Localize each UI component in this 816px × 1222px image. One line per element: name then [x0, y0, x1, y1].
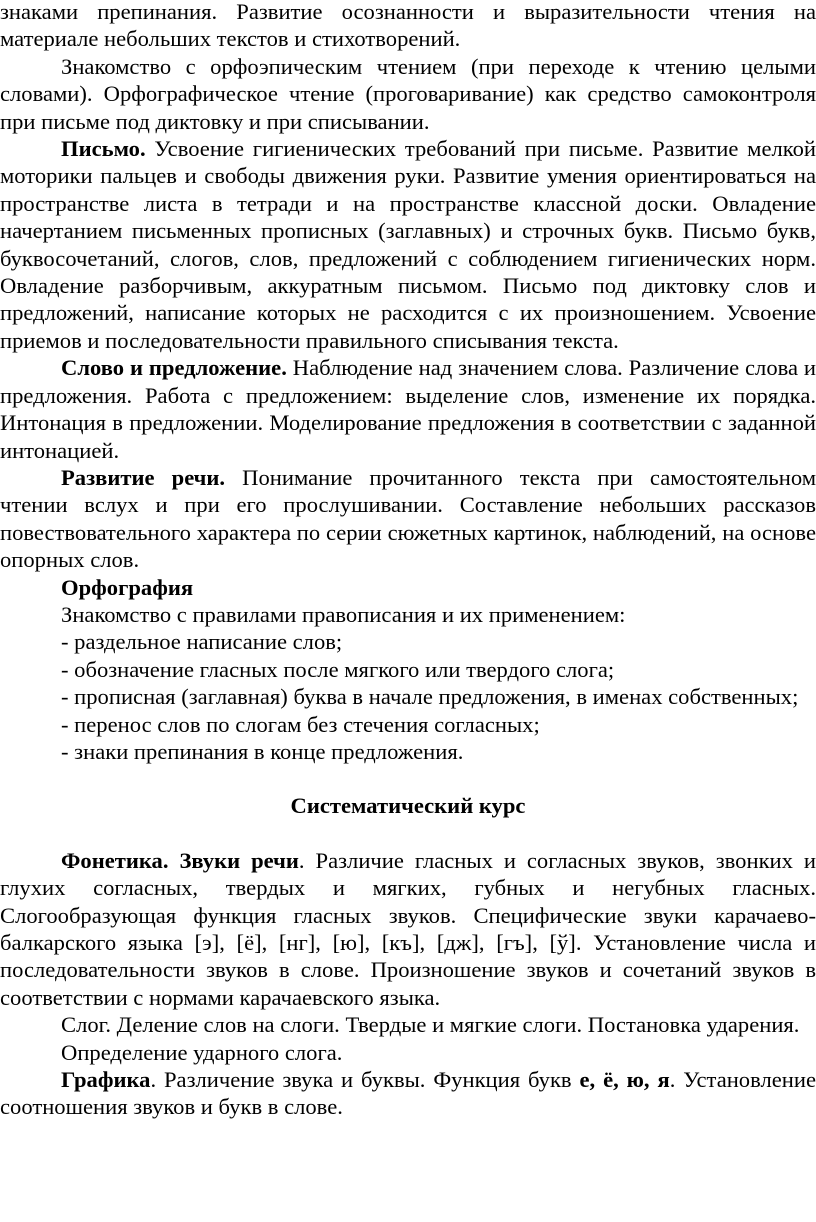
speech-text: Понимание прочитанного текста при самостоятельном чтении вслух и при его прослушивании. Составление небольших рассказов повествовательного характера по серии сюжетных картинок, наблюдений, на основе опорных слов. — [0, 464, 816, 573]
graphics-heading: Графика — [61, 1067, 151, 1093]
paragraph-word-and-sentence — [0, 354, 816, 464]
paragraph-orthoepic-reading: Знакомство с орфоэпическим чтением (при переходе к чтению целыми словами). Орфографическое чтение (проговаривание) как средство самоконтроля при письме под диктовку и при списывании. — [0, 53, 816, 134]
paragraph-graphics — [0, 1066, 816, 1121]
phonetics-heading: Фонетика. Звуки речи — [61, 847, 299, 873]
writing-text: Усвоение гигиенических требований при письме. Развитие мелкой моторики пальцев и свободы движения руки. Развитие умения ориентироваться на пространстве листа в тетради и на пространстве классной доски. Овладение начертанием письменных прописных (заглавных) и строчных букв. Письмо букв, буквосочетаний, слогов, слов, предложений с соблюдением гигиенических норм. Овладение разборчивым, аккуратным письмом. Письмо под диктовку слов и предложений, написание которых не расходится с их произношением. Усвоение приемов и последовательности правильного списывания текста. — [0, 136, 816, 353]
section-title: Систематический курс — [290, 793, 526, 819]
paragraph-writing — [0, 135, 816, 354]
speech-heading: Развитие речи. — [61, 464, 226, 490]
paragraph-stress: Определение ударного слога. — [61, 1039, 343, 1065]
orthography-intro: Знакомство с правилами правописания и их применением: — [61, 601, 626, 627]
orthography-item: - обозначение гласных после мягкого или твердого слога; — [61, 656, 615, 682]
phonetics-text: . Различие гласных и согласных звуков, звонких и глухих согласных, твердых и мягких, губных и негубных гласных. Слогообразующая функция гласных звуков. Специфические звуки карачаево-балкарского языка [э], [ё], [нг], [ю], [къ], [дж], [гъ], [ў]. Установление числа и последовательности звуков в слове. Произношение звуков и сочетаний звуков в соответствии с нормами карачаевского языка. — [0, 847, 816, 1010]
orthography-item: - раздельное написание слов; — [61, 629, 343, 655]
graphics-letters: е, ё, ю, я — [579, 1067, 670, 1093]
paragraph-syllable: Слог. Деление слов на слоги. Твердые и мягкие слоги. Постановка ударения. — [61, 1012, 800, 1038]
paragraph-reading-continued: знаками препинания. Развитие осознанности и выразительности чтения на материале небольших текстов и стихотворений. — [0, 0, 816, 52]
orthography-heading: Орфография — [61, 574, 194, 600]
writing-heading: Письмо. — [61, 136, 146, 162]
paragraph-phonetics — [0, 847, 816, 1011]
graphics-text-2: . Установление соотношения звуков и букв в слове. — [0, 1067, 816, 1120]
graphics-text-1: . Различение звука и буквы. Функция букв — [150, 1067, 580, 1093]
orthography-item: - прописная (заглавная) буква в начале предложения, в именах собственных; — [61, 684, 799, 710]
orthography-item: - перенос слов по слогам без стечения согласных; — [61, 711, 540, 737]
word-sentence-text: Наблюдение над значением слова. Различение слова и предложения. Работа с предложением: выделение слов, изменение их порядка. Интонация в предложении. Моделирование предложения в соответствии с заданной интонацией. — [0, 355, 816, 463]
word-sentence-heading: Слово и предложение. — [61, 355, 287, 381]
paragraph-speech-development — [0, 464, 816, 574]
orthography-item: - знаки препинания в конце предложения. — [61, 738, 464, 764]
